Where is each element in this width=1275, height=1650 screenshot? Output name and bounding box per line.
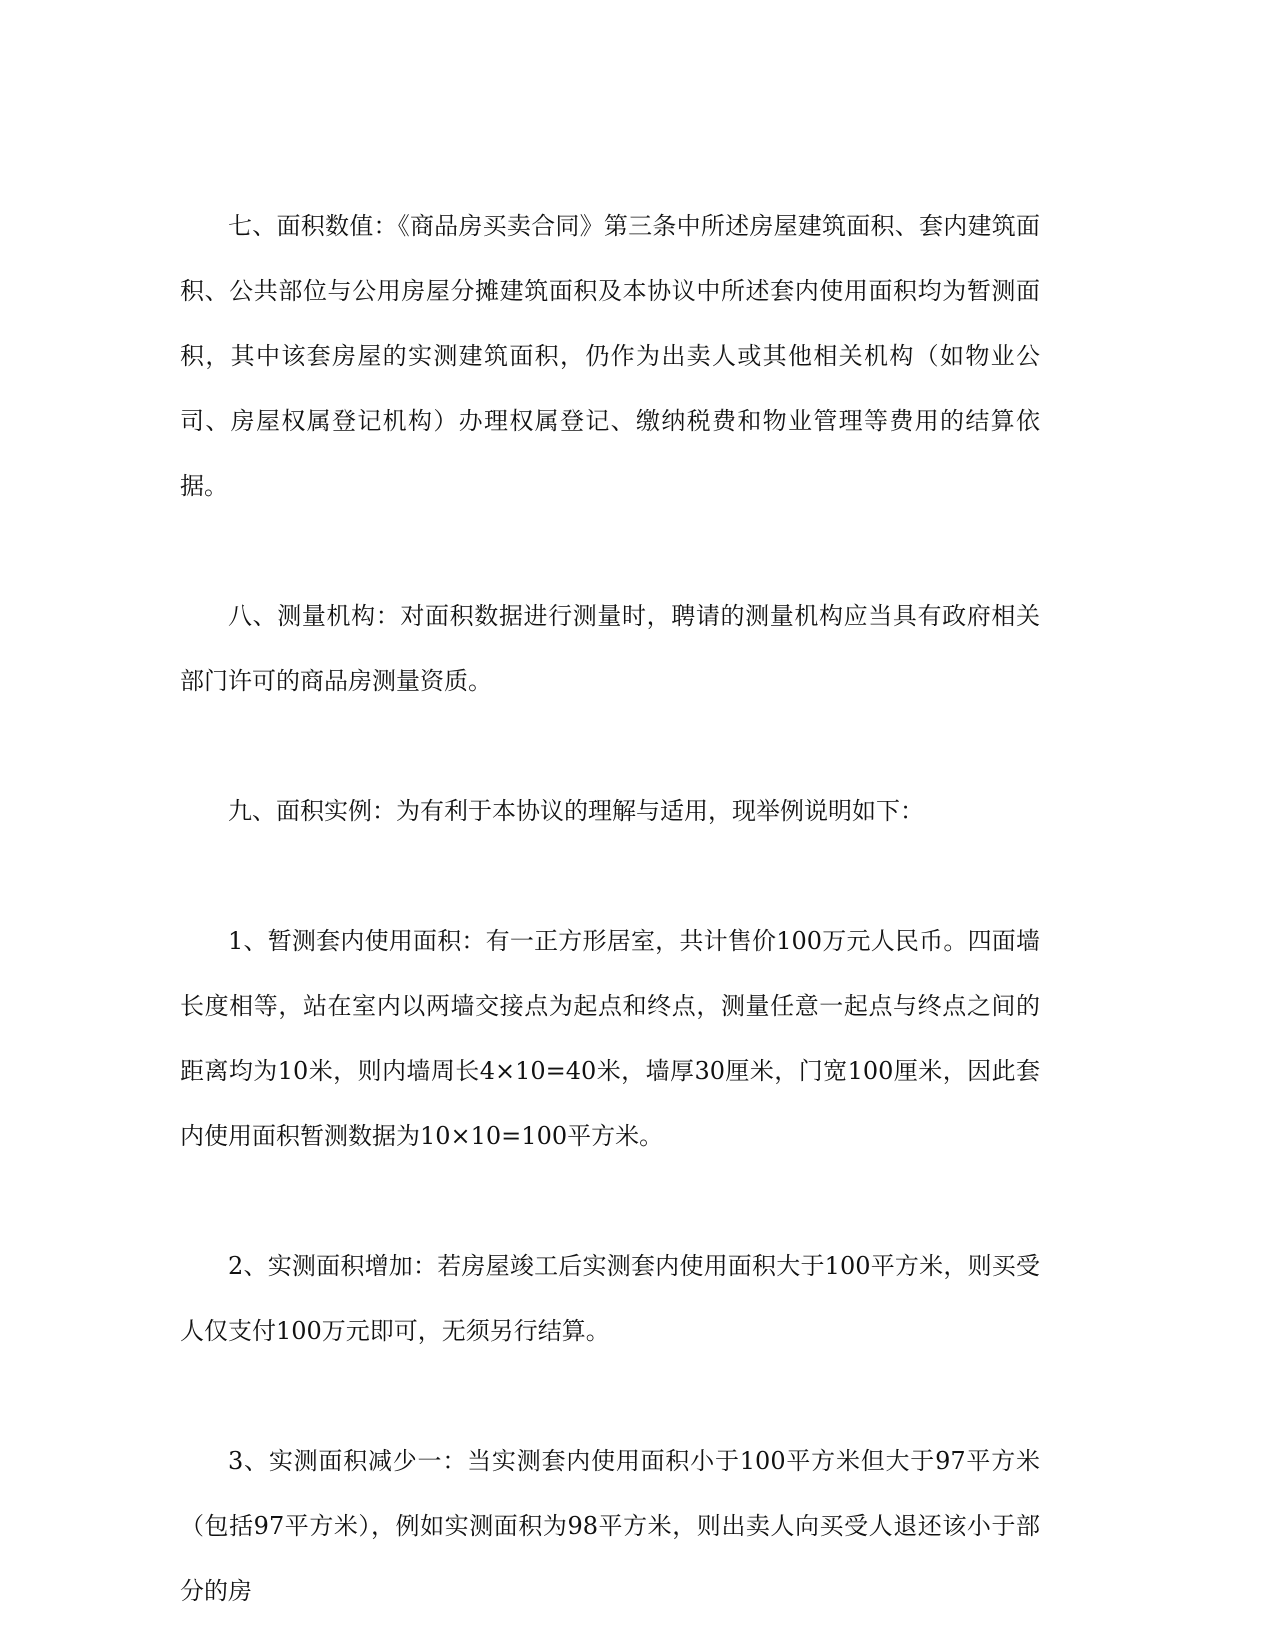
example-1-provisional-area: 1、暂测套内使用面积：有一正方形居室，共计售价100万元人民币。四面墙长度相等，站在室内以两墙交接点为起点和终点，测量任意一起点与终点之间的距离均为10米，则内墙周长4×10=40米，墙厚30厘米，门宽100厘米，因此套内使用面积暂测数据为10×10=100平方米。 [180,927,1040,1150]
paragraph-gap [180,1364,1040,1429]
paragraph-gap [180,844,1040,909]
example-2-area-increase: 2、实测面积增加：若房屋竣工后实测套内使用面积大于100平方米，则买受人仅支付100万元即可，无须另行结算。 [180,1252,1040,1345]
example-3-area-decrease: 3、实测面积减少一：当实测套内使用面积小于100平方米但大于97平方米（包括97平方米），例如实测面积为98平方米，则出卖人向买受人退还该小于部分的房 [180,1447,1040,1605]
paragraph-gap [180,714,1040,779]
document-body [180,194,1040,1624]
clause-9-area-example: 九、面积实例：为有利于本协议的理解与适用，现举例说明如下： [228,797,924,825]
clause-8-survey-agency: 八、测量机构：对面积数据进行测量时，聘请的测量机构应当具有政府相关部门许可的商品房测量资质。 [180,602,1040,695]
paragraph-gap [180,519,1040,584]
paragraph-gap [180,1169,1040,1234]
clause-7-area-values: 七、面积数值：《商品房买卖合同》第三条中所述房屋建筑面积、套内建筑面积、公共部位与公用房屋分摊建筑面积及本协议中所述套内使用面积均为暂测面积，其中该套房屋的实测建筑面积，仍作为出卖人或其他相关机构（如物业公司、房屋权属登记机构）办理权属登记、缴纳税费和物业管理等费用的结算依据。 [180,212,1040,500]
